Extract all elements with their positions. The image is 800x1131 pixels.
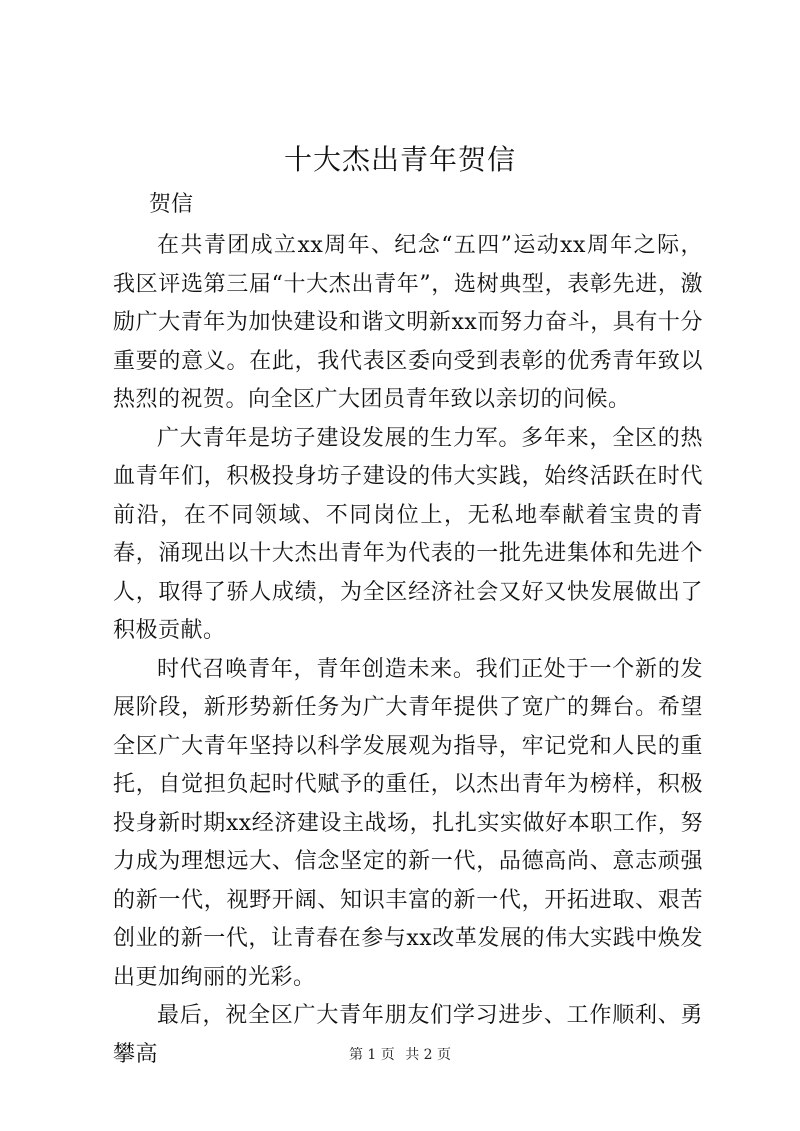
- paragraph-2: 广大青年是坊子建设发展的生力军。多年来，全区的热血青年们，积极投身坊子建设的伟大实践，始终活跃在时代前沿，在不同领域、不同岗位上，无私地奉献着宝贵的青春，涌现出以十大杰出青年为代表的一批先进集体和先进个人，取得了骄人成绩，为全区经济社会又好又快发展做出了积极贡献。: [113, 425, 703, 643]
- page-footer: [0, 1045, 800, 1065]
- letter-body: [113, 227, 703, 1074]
- salutation: 贺信: [149, 192, 194, 217]
- page-total: 共 2 页: [405, 1047, 452, 1063]
- paragraph-1: 在共青团成立xx周年、纪念“五四”运动xx周年之际，我区评选第三届“十大杰出青年”，选树典型，表彰先进，激励广大青年为加快建设和谐文明新xx而努力奋斗，具有十分重要的意义。在此，我代表区委向受到表彰的优秀青年致以热烈的祝贺。向全区广大团员青年致以亲切的问候。: [113, 233, 703, 412]
- page-number: 第 1 页: [348, 1047, 395, 1063]
- document-title: 十大杰出青年贺信: [283, 143, 516, 176]
- paragraph-3: 时代召唤青年，青年创造未来。我们正处于一个新的发展阶段，新形势新任务为广大青年提供了宽广的舞台。希望全区广大青年坚持以科学发展观为指导，牢记党和人民的重托，自觉担负起时代赋予的重任，以杰出青年为榜样，积极投身新时期xx经济建设主战场，扎扎实实做好本职工作，努力成为理想远大、信念坚定的新一代，品德高尚、意志顽强的新一代，视野开阔、知识丰富的新一代，开拓进取、艰苦创业的新一代，让青春在参与xx改革发展的伟大实践中焕发出更加绚丽的光彩。: [113, 656, 703, 990]
- paragraph-4: 最后，祝全区广大青年朋友们学习进步、工作顺利、勇攀高: [113, 1003, 703, 1067]
